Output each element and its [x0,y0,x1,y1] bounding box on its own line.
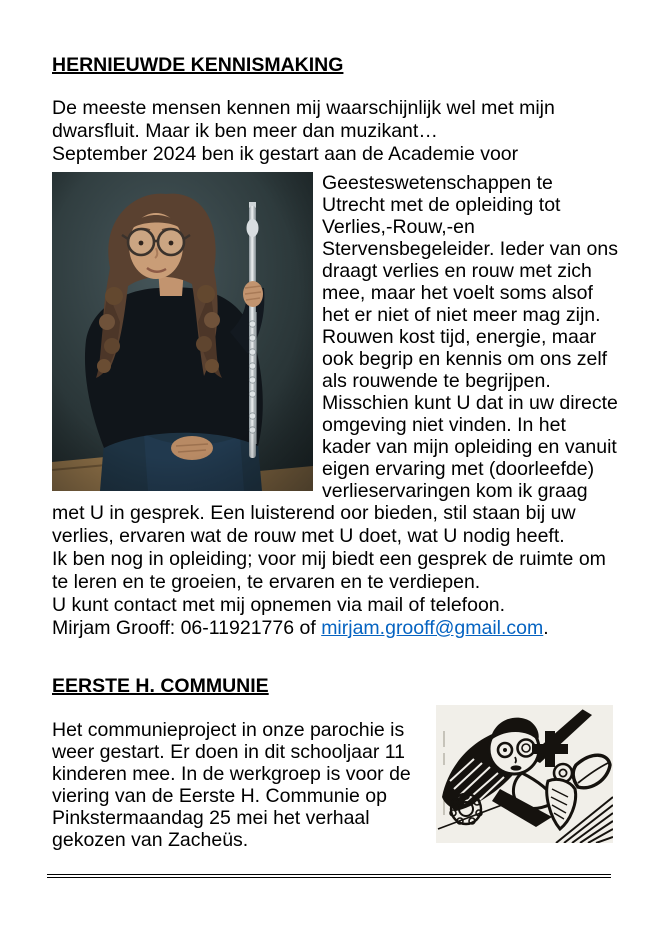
email-link[interactable]: mirjam.grooff@gmail.com [321,617,544,639]
contact-text-suffix: . [543,617,549,639]
flutist-portrait-illustration [52,172,313,491]
text-line: Pinkstermaandag 25 mei het verhaal [52,807,370,829]
kennismaking-intro-paragraph [52,97,555,166]
text-line: kader van mijn opleiding en vanuit [322,436,617,458]
flutist-portrait-photo [52,172,313,491]
text-line: gekozen van Zacheüs. [52,829,249,851]
text-line: De meeste mensen kennen mij waarschijnlijk wel met mijn [52,97,555,119]
section-divider-rule [47,874,611,878]
text-line: verlies, ervaren wat de rouw met U doet, wat U nodig heeft. [52,525,565,547]
text-line: het er niet of niet meer mag zijn. [322,304,601,326]
text-line: eigen ervaring met (doorleefde) [322,458,595,480]
text-line: September 2024 ben ik gestart aan de Academie voor [52,143,519,165]
kennismaking-closing-paragraph [52,502,606,640]
text-line: U kunt contact met mij opnemen via mail of telefoon. [52,594,506,616]
text-line: Misschien kunt U dat in uw directe [322,392,618,414]
contact-line [52,617,606,640]
text-line: kinderen mee. In de werkgroep is voor de [52,763,411,785]
text-line: Stervensbegeleider. Ieder van ons [322,238,618,260]
text-line: Utrecht met de opleiding tot [322,194,561,216]
angel-woodcut-image [436,705,613,843]
text-line: viering van de Eerste H. Communie op [52,785,387,807]
text-line: Rouwen kost tijd, energie, maar [322,326,597,348]
kennismaking-wrap-paragraph [322,172,618,502]
text-line: ook begrip en kennis om ons zelf [322,348,608,370]
text-line: Ik ben nog in opleiding; voor mij biedt een gesprek de ruimte om [52,548,606,570]
section-heading-kennismaking: HERNIEUWDE KENNISMAKING [52,54,344,76]
angel-woodcut-illustration [436,705,613,843]
contact-text: Mirjam Grooff: 06-11921776 of [52,617,322,639]
text-line: met U in gesprek. Een luisterend oor bieden, stil staan bij uw [52,502,576,524]
text-line: omgeving niet vinden. In het [322,414,566,436]
text-line: verlieservaringen kom ik graag [322,480,588,502]
text-line: mee, maar het voelt soms alsof [322,282,593,304]
text-line: Verlies,-Rouw,-en [322,216,475,238]
section-heading-communie: EERSTE H. COMMUNIE [52,675,269,697]
text-line: draagt verlies en rouw met zich [322,260,592,282]
text-line: Het communieproject in onze parochie is [52,719,405,741]
text-line: weer gestart. Er doen in dit schooljaar 11 [52,741,405,763]
text-line: te leren en te groeien, te ervaren en te verdiepen. [52,571,481,593]
text-line: dwarsfluit. Maar ik ben meer dan muzikant… [52,120,438,142]
communie-paragraph [52,719,411,851]
text-line: Geesteswetenschappen te [322,172,553,194]
text-line: als rouwende te begrijpen. [322,370,551,392]
